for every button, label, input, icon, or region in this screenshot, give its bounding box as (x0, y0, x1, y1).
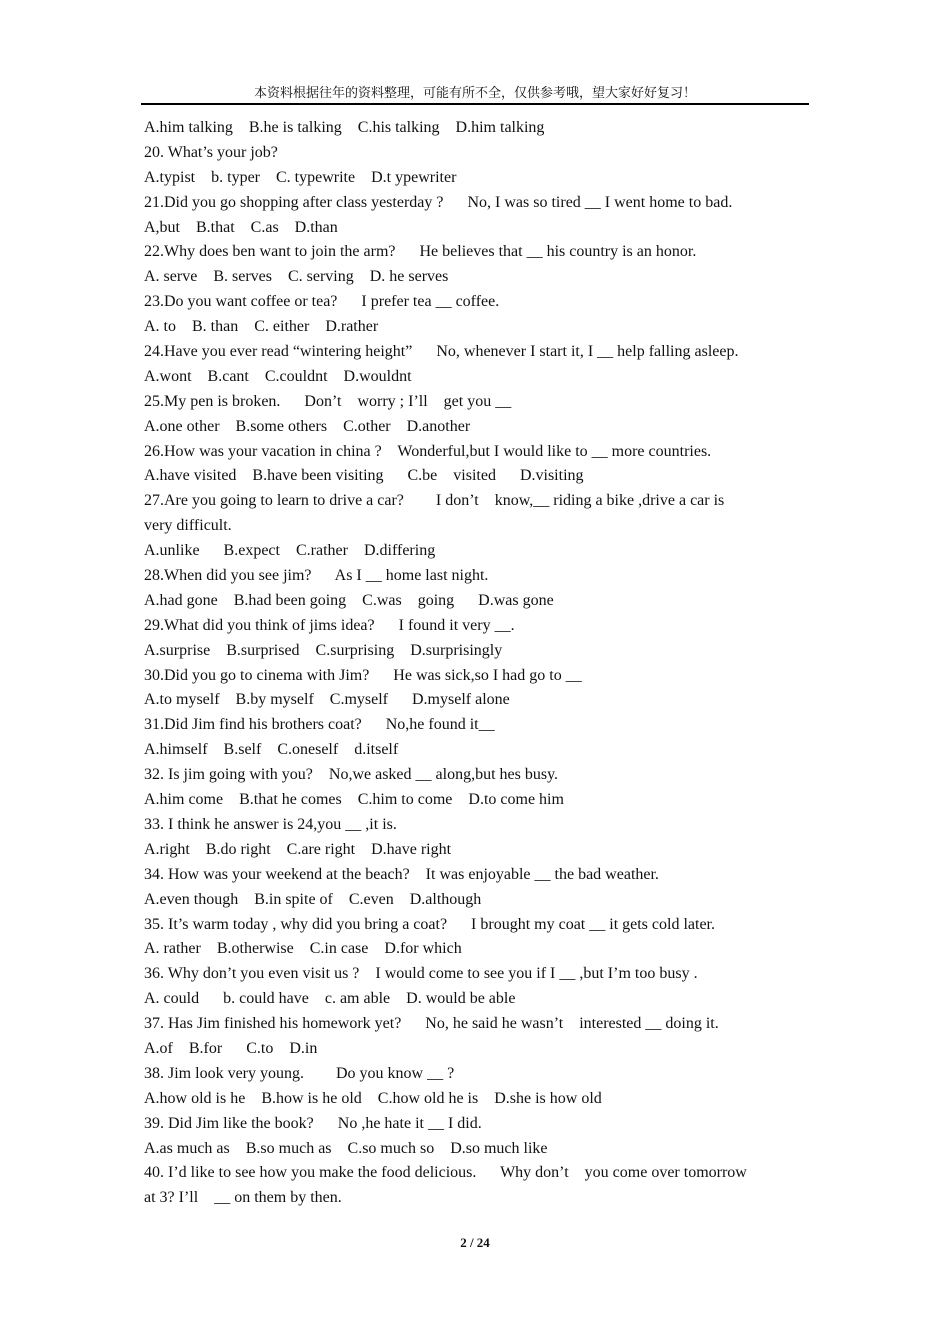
text-line: 34. How was your weekend at the beach? It was enjoyable __ the bad weather. (144, 865, 659, 883)
text-line: A,but B.that C.as D.than (144, 218, 338, 236)
header-note: 本资料根据往年的资料整理，可能有所不全，仅供参考哦，望大家好好复习！ (253, 86, 696, 101)
text-line: 40. I’d like to see how you make the food delicious. Why don’t you come over tomorrow (144, 1164, 747, 1182)
text-line: 21.Did you go shopping after class yesterday ? No, I was so tired __ I went home to bad. (144, 193, 733, 211)
text-line: A.even though B.in spite of C.even D.although (144, 890, 482, 908)
text-line: 26.How was your vacation in china ? Wonderful,but I would like to __ more countries. (144, 442, 712, 460)
text-line: A.him talking B.he is talking C.his talking D.him talking (144, 119, 545, 136)
text-line: A.right B.do right C.are right D.have right (144, 840, 452, 858)
text-line: A.of B.for C.to D.in (144, 1039, 318, 1057)
text-line: A.him come B.that he comes C.him to come D.to come him (144, 791, 564, 809)
text-line: 38. Jim look very young. Do you know __ ? (144, 1064, 455, 1082)
text-line: A.as much as B.so much as C.so much so D.so much like (144, 1139, 548, 1157)
text-line: 28.When did you see jim? As I __ home last night. (144, 567, 489, 585)
text-line: A. rather B.otherwise C.in case D.for which (144, 940, 462, 958)
text-line: 35. It’s warm today , why did you bring a coat? I brought my coat __ it gets cold later. (144, 915, 715, 933)
question-list (144, 116, 808, 1211)
text-line: A. to B. than C. either D.rather (144, 318, 379, 336)
text-line: 27.Are you going to learn to drive a car? I don’t know,__ riding a bike ,drive a car is (144, 492, 725, 510)
text-line: 31.Did Jim find his brothers coat? No,he found it__ (144, 716, 495, 734)
text-line: 39. Did Jim like the book? No ,he hate it __ I did. (144, 1114, 482, 1132)
text-line: 32. Is jim going with you? No,we asked __ along,but hes busy. (144, 766, 559, 784)
text-line: 24.Have you ever read “wintering height” No, whenever I start it, I __ help falling asleep. (144, 343, 739, 361)
text-line: 29.What did you think of jims idea? I found it very __. (144, 616, 515, 634)
text-line: A.himself B.self C.oneself d.itself (144, 741, 399, 759)
text-line: 22.Why does ben want to join the arm? He believes that __ his country is an honor. (144, 243, 697, 261)
text-line: A. could b. could have c. am able D. would be able (144, 990, 516, 1008)
text-line: A. serve B. serves C. serving D. he serves (144, 268, 449, 286)
text-line: A.one other B.some others C.other D.another (144, 417, 471, 435)
text-line: 37. Has Jim finished his homework yet? No, he said he wasn’t interested __ doing it. (144, 1015, 719, 1033)
text-line: 30.Did you go to cinema with Jim? He was sick,so I had go to __ (144, 666, 582, 684)
header-divider (141, 103, 809, 105)
text-line: 36. Why don’t you even visit us ? I would come to see you if I __ ,but I’m too busy . (144, 965, 698, 983)
text-line: 33. I think he answer is 24,you __ ,it is. (144, 815, 397, 833)
text-line: A.have visited B.have been visiting C.be visited D.visiting (144, 467, 584, 485)
text-line: 25.My pen is broken. Don’t worry ; I’ll get you __ (144, 392, 512, 410)
text-line: at 3? I’ll __ on them by then. (144, 1189, 342, 1207)
page-number: 2 / 24 (460, 1235, 490, 1250)
text-line: A.unlike B.expect C.rather D.differing (144, 542, 436, 560)
text-line: 20. What’s your job? (144, 143, 278, 161)
text-line: A.typist b. typer C. typewrite D.t ypewriter (144, 168, 457, 186)
text-line: A.wont B.cant C.couldnt D.wouldnt (144, 367, 412, 385)
text-line: A.surprise B.surprised C.surprising D.surprisingly (144, 641, 503, 659)
text-line: 23.Do you want coffee or tea? I prefer tea __ coffee. (144, 293, 500, 311)
text-line: very difficult. (144, 517, 232, 535)
text-line: A.had gone B.had been going C.was going D.was gone (144, 591, 554, 609)
text-line: A.how old is he B.how is he old C.how old he is D.she is how old (144, 1089, 602, 1107)
text-line: A.to myself B.by myself C.myself D.myself alone (144, 691, 510, 709)
